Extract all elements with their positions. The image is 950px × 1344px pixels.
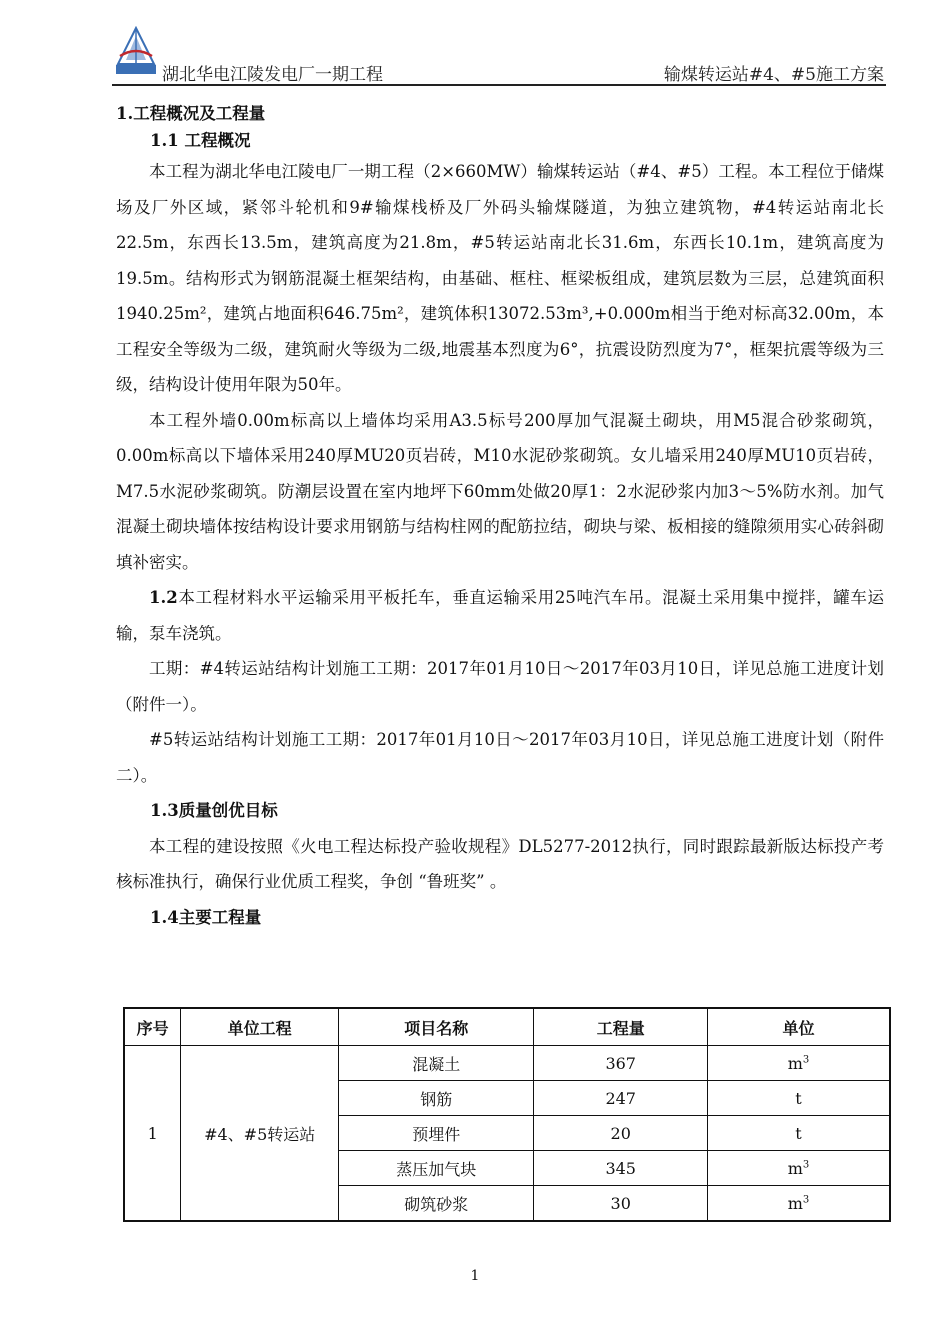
- item-name-cell: 砌筑砂浆: [339, 1186, 534, 1222]
- paragraph-walls: 本工程外墙0.00m标高以上墙体均采用A3.5标号200厚加气混凝土砌块，用M5混合砂浆砌筑，0.00m标高以下墙体采用240厚MU20页岩砖，M10水泥砂浆砌筑。女儿墙采用240厚MU10页岩砖，M7.5水泥砂浆砌筑。防潮层设置在室内地坪下60mm处做20厚1：2水泥砂浆内加3～5%防水剂。加气混凝土砌块墙体按结构设计要求用钢筋与结构柱网的配筋拉结，砌块与梁、板相接的缝隙须用实心砖斜砌填补密实。: [116, 410, 884, 572]
- item-name-cell: 预埋件: [339, 1116, 534, 1151]
- unit-cell: [707, 1186, 890, 1222]
- item-name-cell: 钢筋: [339, 1081, 534, 1116]
- quantity-cell: 20: [534, 1116, 708, 1151]
- unit-superscript: 3: [802, 1194, 810, 1206]
- section-1-4-title: 1.4主要工程量: [150, 907, 262, 927]
- paragraph-transport-text: 本工程材料水平运输采用平板托车，垂直运输采用25吨汽车吊。混凝土采用集中搅拌，罐车运输，泵车浇筑。: [116, 588, 884, 643]
- unit-cell: [707, 1116, 890, 1151]
- paragraph-quality: 本工程的建设按照《火电工程达标投产验收规程》DL5277-2012执行，同时跟踪最新版达标投产考核标准执行，确保行业优质工程奖，争创 “鲁班奖” 。: [116, 836, 884, 891]
- unit-text: t: [795, 1123, 802, 1143]
- quantity-cell: 345: [534, 1151, 708, 1186]
- paragraph-schedule-4: 工期：#4转运站结构计划施工工期：2017年01月10日～2017年03月10日，详见总施工进度计划（附件一）。: [116, 659, 884, 714]
- unit-text: t: [795, 1088, 802, 1108]
- page-number: 1: [470, 1268, 480, 1284]
- unit-cell: [707, 1081, 890, 1116]
- unit-text: m: [787, 1193, 803, 1213]
- unit-text: m: [787, 1158, 803, 1178]
- quantity-table: [123, 1007, 891, 1222]
- section-1-1-title: 1.1 工程概况: [150, 131, 251, 150]
- paragraph-schedule-5: #5转运站结构计划施工工期：2017年01月10日～2017年03月10日，详见总施工进度计划（附件二）。: [116, 730, 884, 785]
- header-document-title: 输煤转运站#4、#5施工方案: [663, 65, 884, 85]
- table-header-cell: 序号: [124, 1008, 181, 1046]
- table-header-cell: 工程量: [534, 1008, 708, 1046]
- unit-superscript: 3: [802, 1159, 810, 1171]
- section-1-2-number: 1.2: [149, 588, 178, 607]
- paragraph-transport: [116, 580, 884, 651]
- item-name-cell: 蒸压加气块: [339, 1151, 534, 1186]
- table-header-cell: 项目名称: [339, 1008, 534, 1046]
- table-row: [124, 1046, 890, 1081]
- quantity-cell: 30: [534, 1186, 708, 1222]
- header-project-title: 湖北华电江陵发电厂一期工程: [162, 65, 383, 85]
- page-header: [112, 22, 886, 86]
- table-header-cell: 单位工程: [181, 1008, 339, 1046]
- section-1-title: 1.工程概况及工程量: [116, 104, 266, 123]
- seq-cell: 1: [124, 1046, 181, 1222]
- table-header-cell: 单位: [707, 1008, 890, 1046]
- unit-text: m: [787, 1053, 803, 1073]
- table-header-row: [124, 1008, 890, 1046]
- unit-cell: [707, 1046, 890, 1081]
- unit-project-cell: #4、#5转运站: [181, 1046, 339, 1222]
- unit-superscript: 3: [802, 1054, 810, 1066]
- company-logo: [112, 26, 160, 78]
- quantity-cell: 247: [534, 1081, 708, 1116]
- quantity-cell: 367: [534, 1046, 708, 1081]
- paragraph-overview: 本工程为湖北华电江陵电厂一期工程（2×660MW）输煤转运站（#4、#5）工程。本工程位于储煤场及厂外区域，紧邻斗轮机和9#输煤栈桥及厂外码头输煤隧道，为独立建筑物，#4转运站南北长22.5m，东西长13.5m，建筑高度为21.8m，#5转运站南北长31.6m，东西长10.1m，建筑高度为19.5m。结构形式为钢筋混凝土框架结构，由基础、框柱、框梁板组成，建筑层数为三层，总建筑面积1940.25m²，建筑占地面积646.75m²，建筑体积13072.53m³,+0.000m相当于绝对标高32.00m，本工程安全等级为二级，建筑耐火等级为二级,地震基本烈度为6°，抗震设防烈度为7°，框架抗震等级为三级，结构设计使用年限为50年。: [116, 162, 884, 394]
- unit-cell: [707, 1151, 890, 1186]
- item-name-cell: 混凝土: [339, 1046, 534, 1081]
- section-1-3-title: 1.3质量创优目标: [150, 801, 278, 820]
- document-body: [116, 100, 884, 935]
